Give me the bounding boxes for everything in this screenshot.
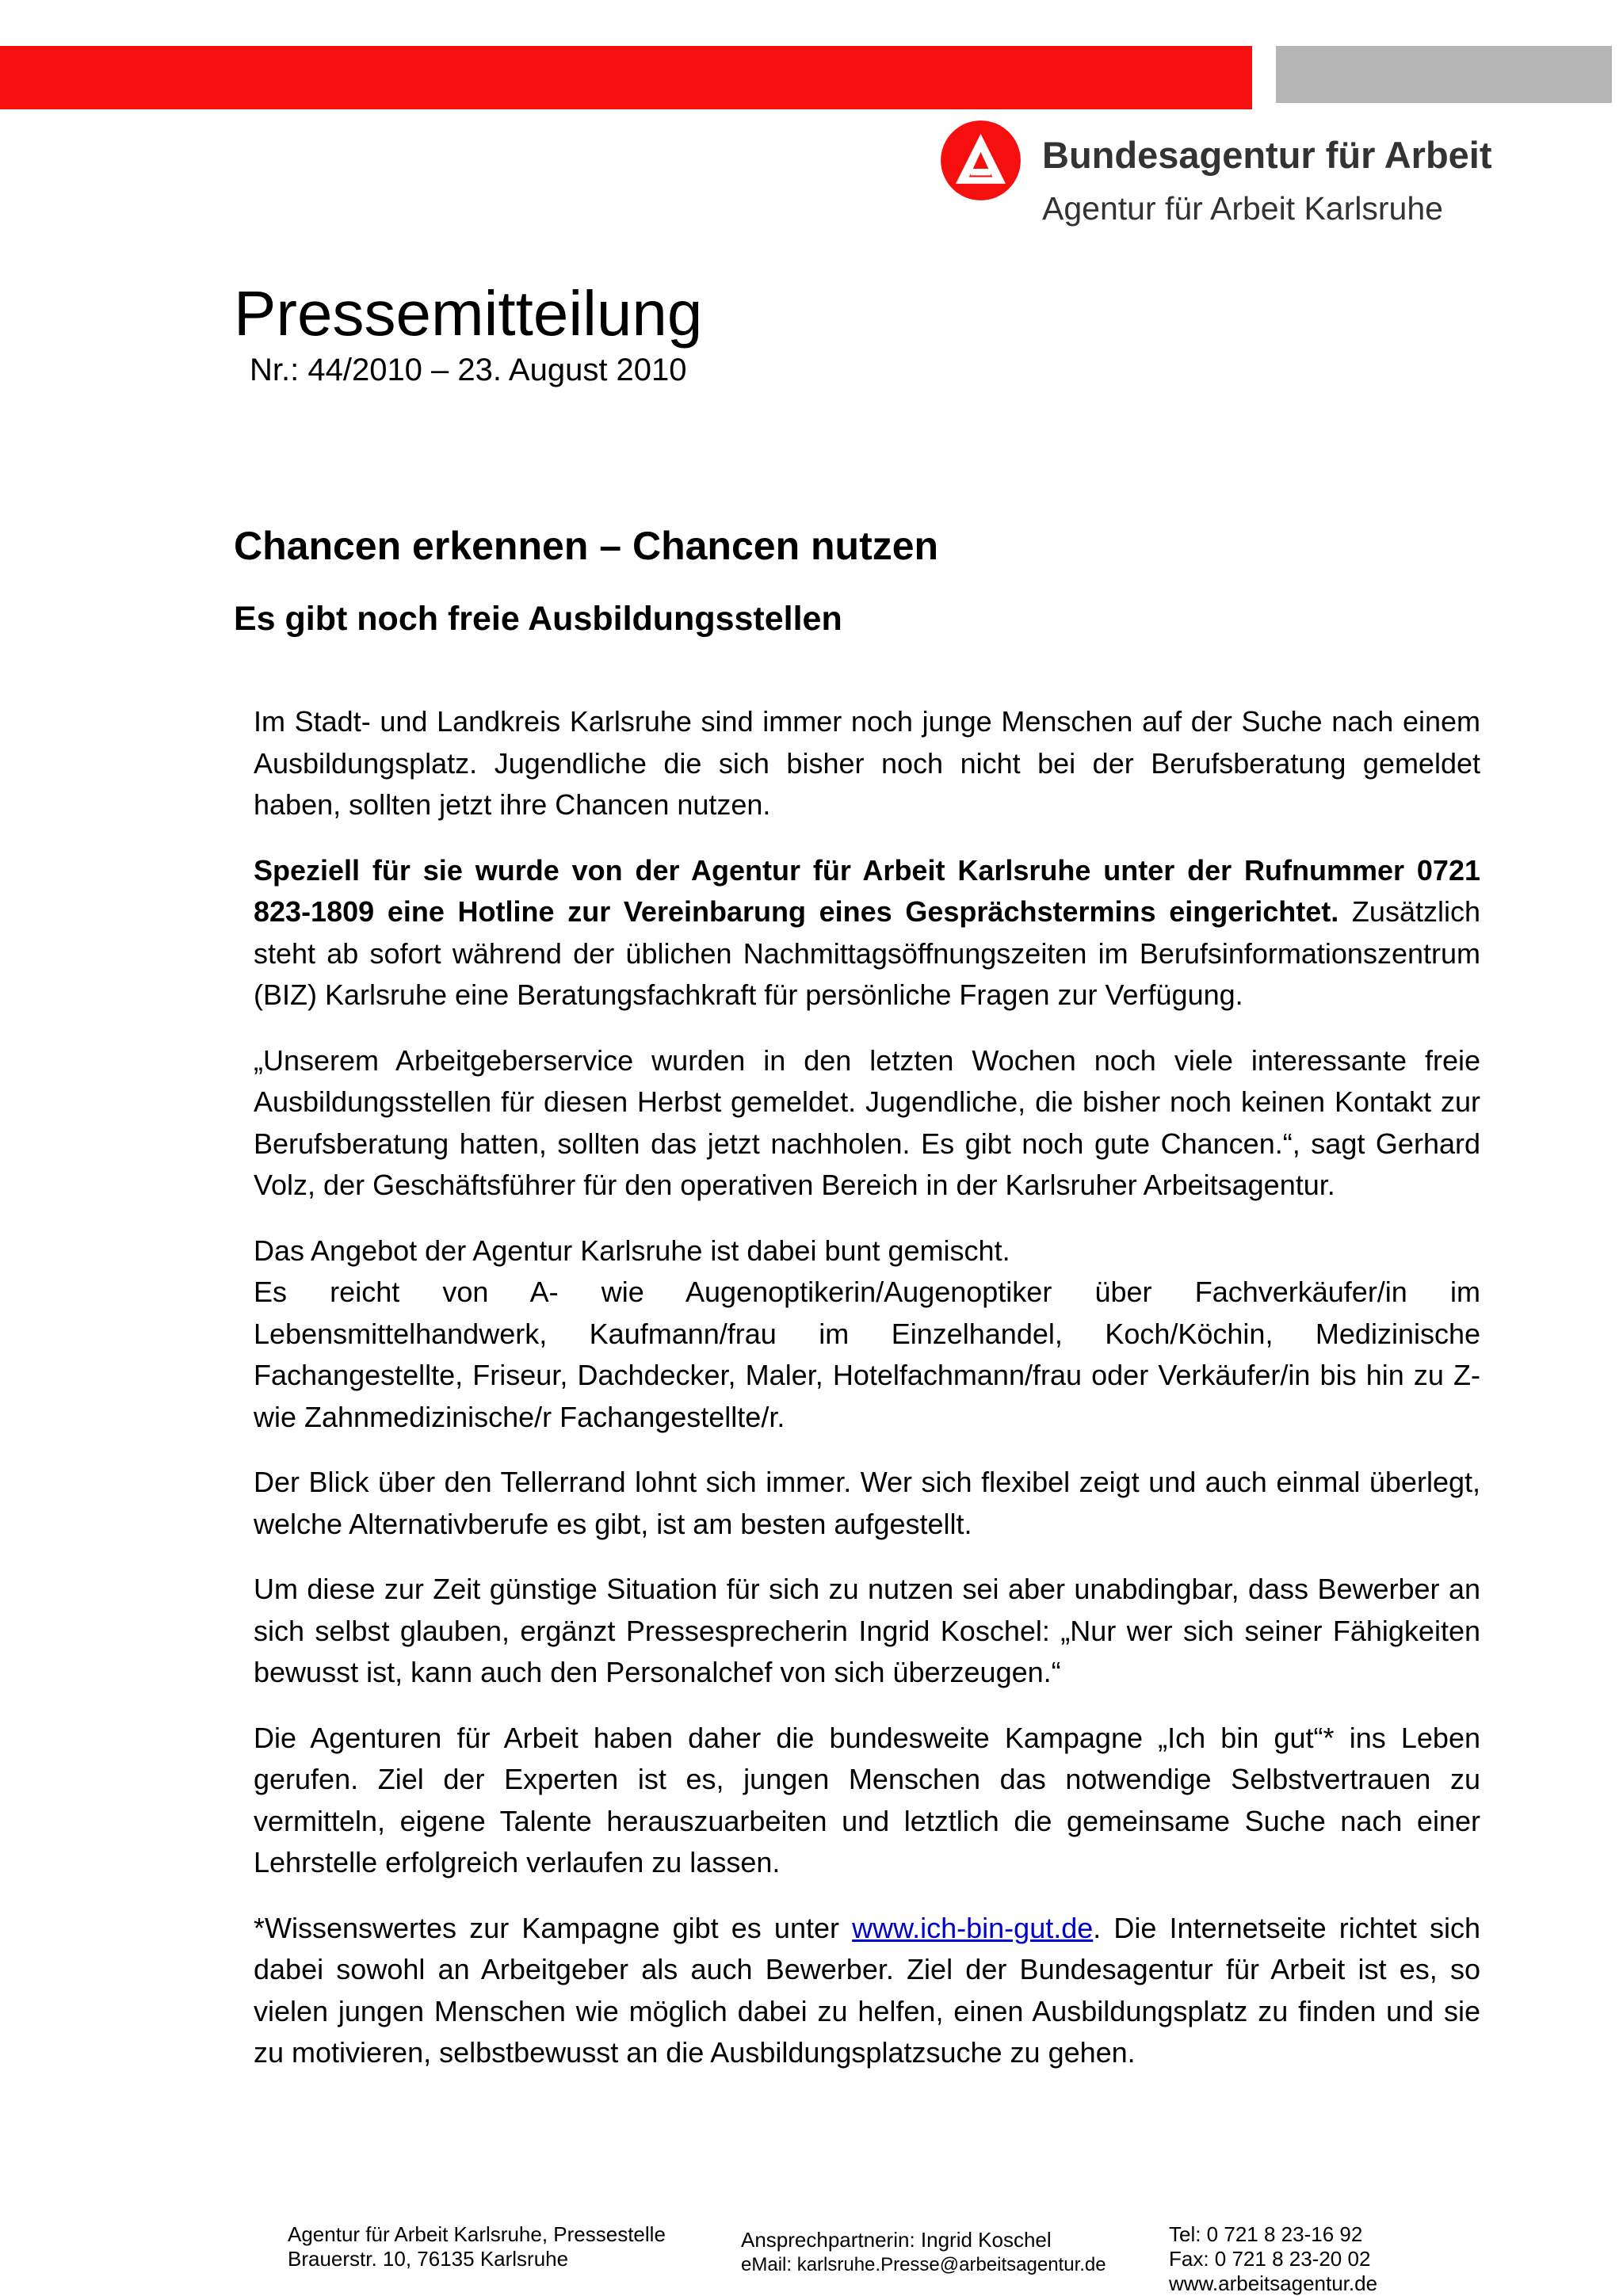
footer-contact: [741, 2228, 1106, 2277]
footer-phone: [1169, 2222, 1377, 2296]
footer-tel: Tel: 0 721 8 23-16 92: [1169, 2222, 1363, 2246]
page-title: Pressemitteilung: [234, 278, 703, 349]
footer-contact-person: Ansprechpartnerin: Ingrid Koschel: [741, 2228, 1052, 2252]
footer-website[interactable]: www.arbeitsagentur.de: [1169, 2271, 1378, 2295]
subheadline: Es gibt noch freie Ausbildungsstellen: [234, 600, 842, 638]
paragraph-quote: „Unserem Arbeitgeberservice wurden in den letzten Wochen noch viele interessante freie Ausbildungsstellen für diesen Herbst gemeldet. Jugendliche, die bisher noch keinen Kontakt zur Berufsberatung hatten, sollten das jetzt nachholen. Es gibt noch gute Chancen.“, sagt Gerhard Volz, der Geschäftsführer für den operativen Bereich in der Karlsruher Arbeitsagentur.: [254, 1043, 1480, 1201]
header-grey-bar: [1276, 46, 1612, 103]
paragraph-offer: [254, 1230, 1480, 1439]
press-number: Nr.: 44/2010 – 23. August 2010: [250, 353, 687, 387]
footer-address: [288, 2222, 666, 2271]
paragraph-campaign: Die Agenturen für Arbeit haben daher die bundesweite Kampagne „Ich bin gut“* ins Leben gerufen. Ziel der Experten ist es, jungen Menschen das notwendige Selbstvertrauen zu vermitteln, eigene Talente herauszuarbeiten und letztlich die gemeinsame Suche nach einer Lehrstelle erfolgreich verlaufen zu lassen.: [254, 1721, 1480, 1878]
footer-email[interactable]: eMail: karlsruhe.Presse@arbeitsagentur.de: [741, 2254, 1106, 2275]
paragraph-intro: Im Stadt- und Landkreis Karlsruhe sind immer noch junge Menschen auf der Suche nach einem Ausbildungsplatz. Jugendliche die sich bisher noch nicht bei der Berufsberatung gemeldet haben, sollten jetzt ihre Chancen nutzen.: [254, 705, 1480, 821]
header-red-bar: [0, 46, 1252, 109]
footer-fax: Fax: 0 721 8 23-20 02: [1169, 2247, 1371, 2271]
article-body: [254, 701, 1480, 2074]
paragraph-self-confidence: Um diese zur Zeit günstige Situation für sich zu nutzen sei aber unabdingbar, dass Bewerber an sich selbst glauben, ergänzt Pressesprecherin Ingrid Koschel: „Nur wer sich seiner Fähigkeiten bewusst ist, kann auch den Personalchef von sich überzeugen.“: [254, 1573, 1480, 1688]
offer-line-1: Das Angebot der Agentur Karlsruhe ist dabei bunt gemischt.: [254, 1234, 1010, 1267]
campaign-info-pre: *Wissenswertes zur Kampagne gibt es unter: [254, 1911, 853, 1944]
paragraph-hotline: [254, 850, 1480, 1016]
campaign-link[interactable]: www.ich-bin-gut.de: [852, 1911, 1094, 1944]
footer-office: Agentur für Arbeit Karlsruhe, Pressestelle: [288, 2222, 666, 2246]
org-subtitle: Agentur für Arbeit Karlsruhe: [1042, 190, 1443, 227]
org-name: Bundesagentur für Arbeit: [1042, 134, 1492, 176]
hotline-rest-text: Zusätzlich steht ab sofort während der üblichen Nachmittagsöffnungszeiten im Berufsinformationszentrum (BIZ) Karlsruhe eine Beratungsfachkraft für persönliche Fragen zur Verfügung.: [254, 895, 1480, 1011]
headline: Chancen erkennen – Chancen nutzen: [234, 524, 939, 568]
offer-line-2: Es reicht von A- wie Augenoptikerin/Augenoptiker über Fachverkäufer/in im Lebensmittelhandwerk, Kaufmann/frau im Einzelhandel, Koch/Köchin, Medizinische Fachangestellte, Friseur, Dachdecker, Maler, Hotelfachmann/frau oder Verkäufer/in bis hin zu Z- wie Zahnmedizinische/r Fachangestellte/r.: [254, 1276, 1480, 1433]
bundesagentur-logo-icon: [939, 119, 1022, 202]
hotline-bold-text: Speziell für sie wurde von der Agentur für Arbeit Karlsruhe unter der Rufnummer 0721 823-1809 eine Hotline zur Vereinbarung eines Gesprächstermins eingerichtet.: [254, 853, 1480, 928]
campaign-info-post: . Die Internetseite richtet sich dabei sowohl an Arbeitgeber als auch Bewerber. Ziel der Bundesagentur für Arbeit ist es, so vielen jungen Menschen wie möglich dabei zu helfen, einen Ausbildungsplatz zu finden und sie zu motivieren, selbstbewusst an die Ausbildungsplatzsuche zu gehen.: [254, 1911, 1480, 2069]
footer-street: Brauerstr. 10, 76135 Karlsruhe: [288, 2247, 569, 2271]
paragraph-flexibility: Der Blick über den Tellerrand lohnt sich immer. Wer sich flexibel zeigt und auch einmal überlegt, welche Alternativberufe es gibt, ist am besten aufgestellt.: [254, 1466, 1480, 1540]
paragraph-campaign-info: [254, 1908, 1480, 2074]
